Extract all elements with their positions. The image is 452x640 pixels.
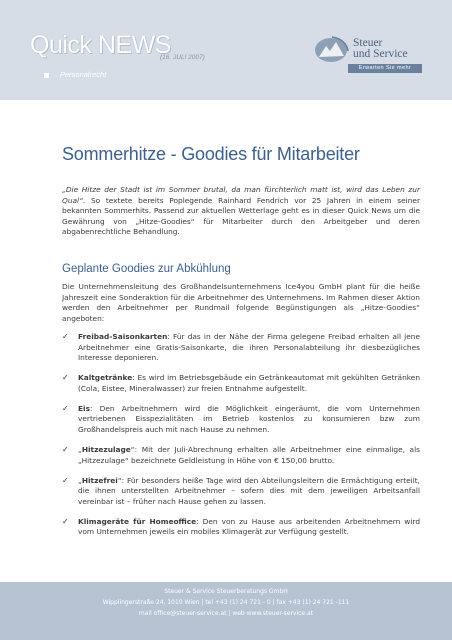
list-item [62, 373, 420, 394]
section-intro-paragraph: Die Unternehmensleitung des Großhandelsunternehmens Ice4you GmbH plant für die heiße Jahreszeit eine Sonderaktion für die Arbeitnehmer des Unternehmens. Im Rahmen dieser Aktion werden den Arbeitnehmer per Rundmail folgende Begünstigungen als „Hitze-Goodies“ angeboten: [62, 282, 420, 323]
item-open-quote: „ [78, 475, 82, 485]
footer-contact: mail office@steuer-service.at | web www.steuer-service.at [138, 610, 314, 617]
logo-tagline: Erwarten Sie mehr [348, 64, 422, 73]
footer-company: Steuer & Service Steuerberatungs GmbH [164, 588, 288, 595]
checkmark-icon: ✓ [62, 475, 69, 485]
logo-emblem-icon [314, 35, 354, 65]
checkmark-icon: ✓ [62, 373, 69, 383]
list-item [62, 517, 420, 538]
intro-text: . So textete bereits Poplegende Rainhard Fendrich vor 25 Jahren in einem seiner bekannten Sommerhits. Passend zur aktuellen Wetterlage geht es in dieser Quick News um die Gewährung von „Hitze-Goodies“ für Mitarbeiter durch den Arbeitgeber und deren abgabenrechtliche Behandlung. [62, 195, 420, 237]
item-text: : Für das in der Nähe der Firma gelegene Freibad erhalten all jene Arbeitnehmer eine Gratis-Saisonkarte, die ihren Personalabteilung ihr diesbezügliches Interesse deponieren. [78, 332, 420, 363]
intro-quote: „Die Hitze der Stadt ist im Sommer brutal, da man fürchterlich matt ist, wird das Leben zur Qual“ [62, 185, 420, 205]
item-term: Klimageräte für Homeoffice [78, 516, 197, 526]
checkmark-icon: ✓ [62, 403, 69, 413]
list-item [62, 404, 420, 436]
intro-paragraph [62, 185, 420, 238]
checkmark-icon: ✓ [62, 516, 69, 526]
list-item [62, 476, 420, 508]
item-term: Eis [78, 403, 90, 413]
footer-band [0, 582, 452, 640]
logo-text-line1: Steuer [353, 37, 383, 49]
item-term: Freibad-Saisonkarten [78, 332, 168, 341]
item-text: : Für besonders heiße Tage wird den Abteilungsleitern die Ermächtigung erteilt, die ihnen unterstellten Arbeitnehmer – sofern dies mit dem jeweiligen Arbeitsanfall vereinbar ist – früher nach Hause gehen zu lassen. [78, 475, 420, 506]
section-heading: Geplante Goodies zur Abkühlung [62, 263, 231, 275]
company-logo [314, 35, 426, 73]
header-band [0, 0, 452, 100]
item-text: : Den Arbeitnehmern wird die Möglichkeit eingeräumt, die vom Unternehmen vertriebenen Eisspezialitäten im Betrieb kostenlos zu konsumieren bzw zum Großhandelspreis auch mit nach Hause zu nehmen. [78, 403, 420, 434]
list-item [62, 332, 420, 364]
item-text: : Den von zu Hause aus arbeitenden Arbeitnehmern wird vom Unternehmen jeweils ein mobiles Klimagerät zur Verfügung gestellt. [78, 516, 421, 537]
list-item [62, 445, 420, 466]
item-term: Kaltgetränke [78, 373, 133, 383]
checkmark-icon: ✓ [62, 332, 69, 341]
item-term: Hitzezulage [81, 444, 131, 454]
bullet-square-icon [44, 73, 49, 78]
item-text: : Es wird im Betriebsgebäude ein Getränkeautomat mit gekühlten Getränken (Cola, Eistee, Mineralwasser) zur freien Entnahme aufgestellt. [78, 373, 420, 393]
goodies-list [62, 332, 420, 547]
item-close-quote: “ [117, 475, 122, 485]
item-close-quote: “ [130, 444, 135, 454]
item-text: : Mit der Juli-Abrechnung erhalten alle Arbeitnehmer eine einmalige, als „Hitzezulage“ bezeichnete Geldleistung in Höhe von € 150,00 brutto. [78, 444, 420, 465]
logo-text-line2: und Service [353, 48, 408, 60]
footer-address: Wipplingerstraße 24, 1010 Wien | tel +43 (1) 24 721 - 0 | fax +43 (1) 24 721 -111 [102, 599, 350, 606]
category-label: Personalrecht [60, 70, 107, 79]
article-title: Sommerhitze - Goodies für Mitarbeiter [62, 144, 360, 164]
checkmark-icon: ✓ [62, 444, 69, 454]
issue-date: (16. JULI 2007) [160, 54, 205, 61]
item-term: Hitzefrei [81, 475, 118, 485]
newsletter-title: Quick NEWS [30, 31, 171, 59]
item-open-quote: „ [78, 444, 82, 454]
